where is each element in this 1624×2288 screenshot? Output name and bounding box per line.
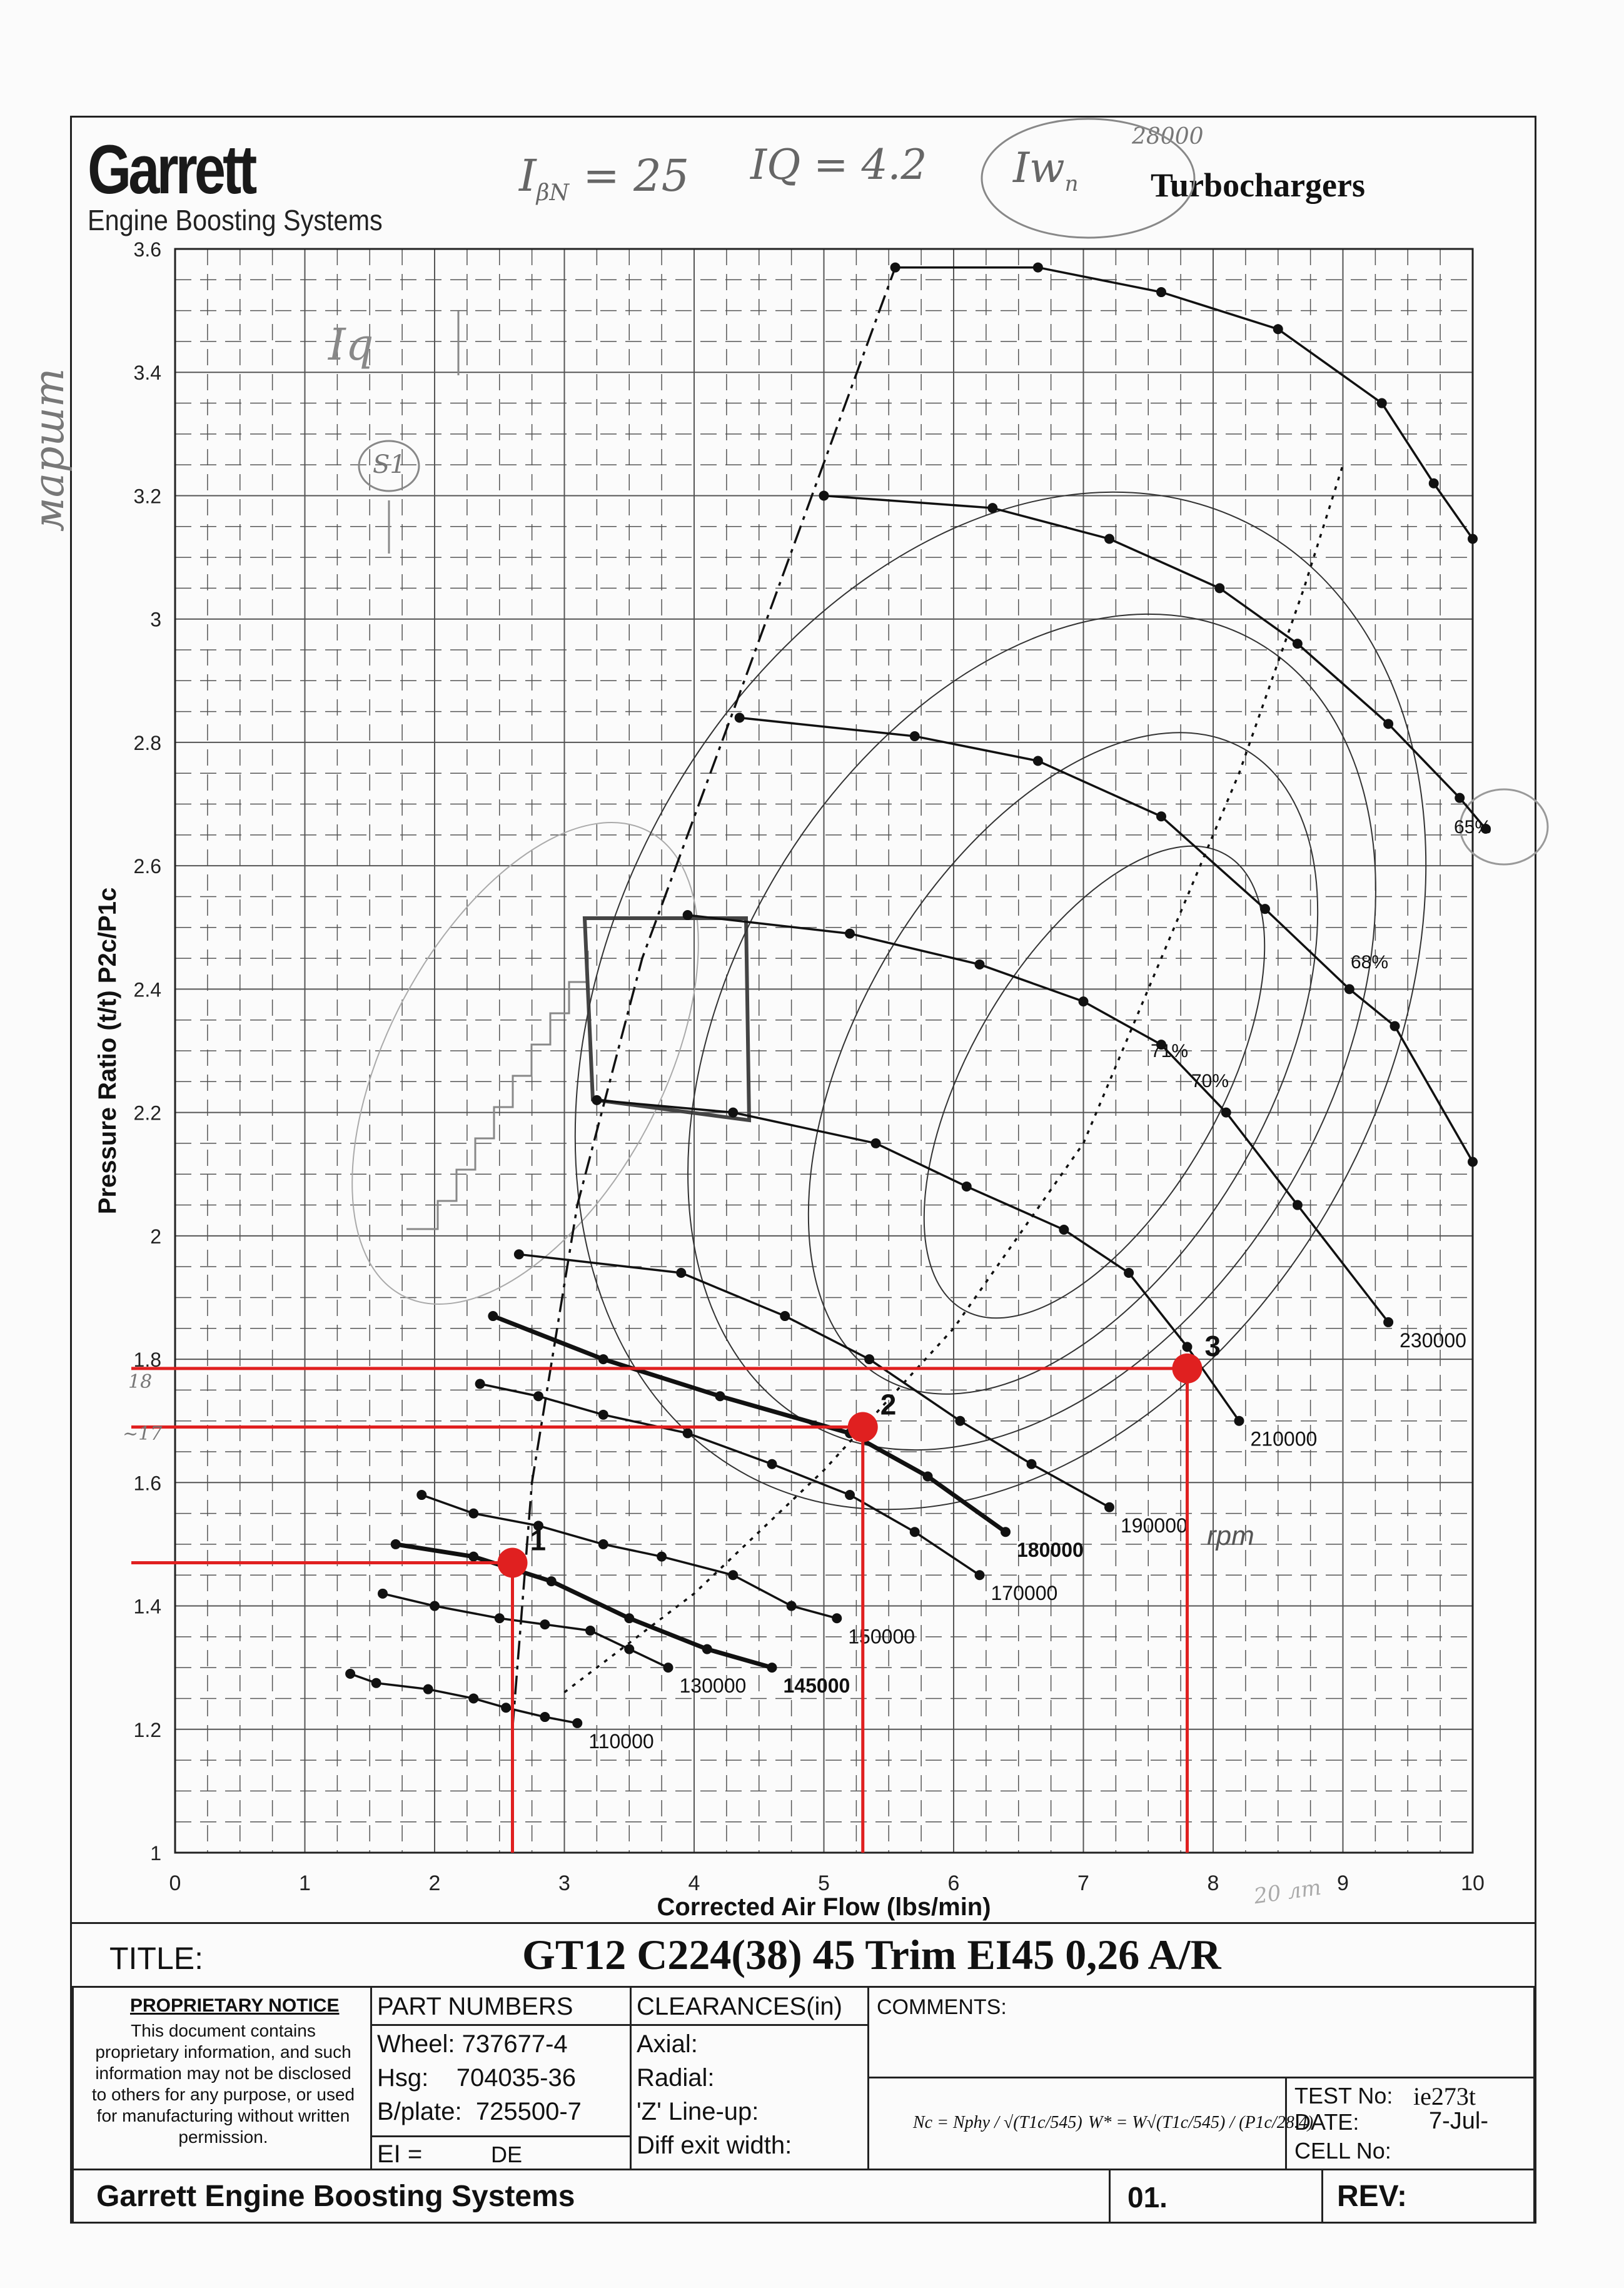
speed-line-point xyxy=(540,1619,550,1629)
speed-line-point xyxy=(430,1601,440,1611)
speed-line-point xyxy=(1468,534,1478,544)
divider xyxy=(1321,2170,1323,2222)
handwritten-17: ~17 xyxy=(123,1423,163,1445)
x-tick-label: 9 xyxy=(1337,1871,1349,1895)
efficiency-label: 71% xyxy=(1151,1041,1189,1061)
title-row xyxy=(72,1922,1535,1988)
speed-line-point xyxy=(819,490,829,500)
x-tick-label: 5 xyxy=(818,1871,830,1895)
y-tick-label: 3.4 xyxy=(133,362,161,385)
efficiency-label: 70% xyxy=(1191,1071,1229,1091)
speed-line xyxy=(480,1384,980,1576)
operating-point-marker xyxy=(848,1412,878,1442)
speed-line xyxy=(740,717,1473,1162)
x-tick-label: 3 xyxy=(558,1871,570,1895)
speed-line-point xyxy=(598,1539,608,1549)
zline-label: 'Z' Line-up: xyxy=(637,2098,759,2125)
speed-line-label: 145000 xyxy=(783,1674,850,1698)
divider xyxy=(869,2077,1533,2078)
speed-line-point xyxy=(468,1509,478,1519)
backplate-part-number: B/plate: 725500-7 xyxy=(377,2098,582,2125)
speed-line-point xyxy=(1273,324,1283,334)
notice-line: to others for any purpose, or used xyxy=(91,2085,355,2104)
speed-line-point xyxy=(371,1678,381,1688)
speed-line xyxy=(824,495,1486,829)
speed-line xyxy=(519,1254,1109,1507)
handwritten-note-s1: S1 xyxy=(373,450,406,479)
cell-no-label: CELL No: xyxy=(1294,2138,1391,2164)
rev-label: REV: xyxy=(1337,2180,1408,2213)
date-value: 7-Jul- xyxy=(1429,2108,1489,2134)
divider xyxy=(1109,2170,1111,2222)
speed-line-point xyxy=(585,1626,595,1636)
speed-line-point xyxy=(475,1379,485,1389)
y-tick-label: 1.4 xyxy=(133,1595,161,1618)
x-tick-label: 7 xyxy=(1077,1871,1089,1895)
speed-line-point xyxy=(1455,793,1465,803)
speed-line-point xyxy=(514,1249,524,1259)
efficiency-islands xyxy=(406,344,1595,1658)
speed-line-point xyxy=(767,1663,777,1673)
note-iq-value: = 4.2 xyxy=(814,141,927,189)
test-no-value: ie273t xyxy=(1413,2082,1476,2110)
speed-line-point xyxy=(890,263,900,273)
brand-turbochargers: Turbochargers xyxy=(1151,166,1366,204)
speed-line-point xyxy=(975,1570,985,1580)
operating-point-marker xyxy=(498,1548,528,1578)
radial-label: Radial: xyxy=(637,2064,715,2092)
speed-line-point xyxy=(702,1644,712,1654)
speed-line-point xyxy=(468,1552,478,1562)
speed-line-point xyxy=(715,1391,725,1401)
speed-line-point xyxy=(1033,756,1043,766)
x-tick-label: 6 xyxy=(947,1871,960,1895)
formula-nc: Nc = Nphy / √(T1c/545) xyxy=(913,2113,1082,2132)
date-label: DATE: xyxy=(1294,2109,1359,2135)
note-iq-symbol: IQ xyxy=(750,141,801,189)
y-tick-label: 2.8 xyxy=(133,731,161,754)
speed-line-point xyxy=(1059,1225,1069,1235)
grid xyxy=(175,249,1473,1853)
pencil-staircase xyxy=(406,951,588,1229)
speed-line-point xyxy=(728,1108,738,1118)
speed-line-point xyxy=(598,1410,608,1420)
speed-line-point xyxy=(987,503,997,513)
diff-exit-label: Diff exit width: xyxy=(637,2132,792,2159)
notice-heading: PROPRIETARY NOTICE xyxy=(130,1995,340,2016)
y-tick-label: 2 xyxy=(150,1225,161,1248)
speed-line-point xyxy=(955,1416,965,1426)
speed-line-point xyxy=(1344,984,1354,994)
speed-line-point xyxy=(676,1268,686,1278)
speed-line-point xyxy=(1001,1527,1011,1537)
speed-line-point xyxy=(1390,1021,1400,1031)
clearances-heading: CLEARANCES(in) xyxy=(637,1993,842,2020)
speed-line-point xyxy=(495,1613,505,1623)
speed-line xyxy=(688,915,1389,1322)
notice-line: This document contains xyxy=(131,2021,316,2040)
notice-line: for manufacturing without written xyxy=(96,2106,350,2125)
housing-part-number: Hsg: 704035-36 xyxy=(377,2064,576,2092)
y-tick-label: 2.2 xyxy=(133,1101,161,1125)
notice-line: information may not be disclosed xyxy=(95,2063,351,2083)
speed-line-point xyxy=(624,1644,634,1654)
comments-label: COMMENTS: xyxy=(877,1995,1007,2019)
speed-line-point xyxy=(1234,1416,1244,1426)
speed-line-point xyxy=(624,1613,634,1623)
speed-line-point xyxy=(735,712,745,722)
ei-value: DE xyxy=(491,2142,523,2167)
speed-line-point xyxy=(683,1428,693,1438)
y-tick-label: 1 xyxy=(150,1842,161,1865)
speed-line-point xyxy=(1104,1502,1114,1512)
speed-line-label: 230000 xyxy=(1400,1329,1466,1352)
speed-line-point xyxy=(1214,583,1224,593)
speed-line-point xyxy=(540,1712,550,1722)
y-tick-label: 3 xyxy=(150,608,161,631)
speed-line-point xyxy=(1293,639,1303,649)
speed-line-label: 110000 xyxy=(588,1729,654,1753)
speed-line-point xyxy=(864,1354,874,1364)
speed-line-point xyxy=(378,1589,388,1599)
speed-line xyxy=(383,1594,668,1668)
x-axis-title: Corrected Air Flow (lbs/min) xyxy=(657,1893,991,1921)
speed-line-point xyxy=(910,1527,920,1537)
y-tick-label: 3.6 xyxy=(133,238,161,261)
speed-lines xyxy=(345,263,1491,1729)
x-tick-label: 1 xyxy=(299,1871,311,1895)
speed-line-point xyxy=(962,1182,972,1192)
operating-point-marker xyxy=(1173,1354,1203,1384)
footer-company: Garrett Engine Boosting Systems xyxy=(96,2180,575,2213)
speed-line-point xyxy=(592,1095,602,1105)
speed-line-point xyxy=(1293,1200,1303,1210)
y-tick-label: 1.2 xyxy=(133,1718,161,1741)
wheel-part-number: Wheel: 737677-4 xyxy=(377,2030,568,2058)
part-numbers-box xyxy=(372,1988,632,2170)
divider xyxy=(372,2024,630,2026)
garrett-logo: Garrett xyxy=(88,131,255,208)
speed-line-point xyxy=(572,1718,582,1728)
operating-point-label: 2 xyxy=(880,1388,897,1421)
divider xyxy=(372,2135,630,2137)
note-iw-symbol: Iw xyxy=(1013,144,1065,192)
speed-line-point xyxy=(845,1490,855,1500)
speed-line-label: 210000 xyxy=(1250,1427,1318,1450)
speed-line-point xyxy=(1383,719,1393,729)
speed-line-point xyxy=(1104,534,1114,544)
ei-label: EI = xyxy=(377,2140,423,2168)
y-tick-label: 2.4 xyxy=(133,978,161,1001)
speed-line-point xyxy=(780,1311,790,1321)
note-iw-sub: n xyxy=(1064,171,1079,197)
speed-line-point xyxy=(657,1552,667,1562)
handwritten-vertical-word: маршт xyxy=(25,368,73,532)
speed-line-point xyxy=(728,1570,738,1580)
handwritten-axis-note: 20 лт xyxy=(1252,1875,1323,1910)
axial-label: Axial: xyxy=(637,2030,698,2058)
formula-w: W* = W√(T1c/545) / (P1c/28.4) xyxy=(1088,2113,1314,2132)
speed-line-point xyxy=(663,1663,673,1673)
speed-line-point xyxy=(423,1684,433,1694)
speed-line-point xyxy=(923,1471,933,1481)
pencil-circle-iw xyxy=(982,119,1194,238)
speed-line-point xyxy=(468,1693,478,1703)
notice-box xyxy=(72,1988,372,2170)
speed-line-point xyxy=(1156,811,1166,821)
speed-line-point xyxy=(501,1703,511,1713)
speed-line-point xyxy=(547,1576,557,1586)
speed-line-point xyxy=(1260,904,1270,914)
speed-line-label: 170000 xyxy=(991,1582,1058,1605)
speed-line-point xyxy=(1027,1459,1037,1469)
speed-line-point xyxy=(1383,1317,1393,1327)
operating-point-label: 1 xyxy=(530,1524,547,1557)
note-ibn-sub: βN xyxy=(536,180,569,206)
note-ibn-symbol: I xyxy=(519,150,537,201)
notice-text xyxy=(76,2020,370,2148)
speed-line-label: 190000 xyxy=(1121,1514,1188,1537)
clearances-box xyxy=(632,1988,869,2170)
efficiency-label: 68% xyxy=(1351,952,1389,973)
pencil-rectangle xyxy=(585,918,749,1120)
speed-line-point xyxy=(488,1311,498,1321)
speed-line xyxy=(493,1316,1006,1532)
speed-line-label: 180000 xyxy=(1017,1539,1084,1562)
sheet-number: 01. xyxy=(1127,2181,1168,2214)
efficiency-island-68 xyxy=(547,492,1516,1572)
chart-title: GT12 C224(38) 45 Trim EI45 0,26 A/R xyxy=(522,1931,1221,1978)
title-label: TITLE: xyxy=(109,1941,204,1976)
speed-line-point xyxy=(1377,398,1387,408)
efficiency-island-65 xyxy=(406,344,1595,1658)
speed-line-point xyxy=(910,731,920,741)
notice-line: permission. xyxy=(178,2127,268,2147)
logo-subtitle: Engine Boosting Systems xyxy=(88,204,383,236)
speed-line-point xyxy=(598,1354,608,1364)
speed-line-label: 130000 xyxy=(679,1674,747,1698)
speed-line-point xyxy=(1183,1342,1193,1352)
speed-line-point xyxy=(391,1539,401,1549)
handwritten-note-iq-left: Iq xyxy=(328,319,374,370)
speed-line-point xyxy=(1079,996,1089,1006)
rpm-note: rpm xyxy=(1207,1521,1254,1551)
speed-line-point xyxy=(787,1601,797,1611)
speed-line-point xyxy=(533,1391,543,1401)
speed-line-point xyxy=(871,1138,881,1148)
efficiency-label: 65% xyxy=(1454,817,1492,838)
x-tick-label: 8 xyxy=(1207,1871,1219,1895)
speed-line-point xyxy=(1124,1268,1134,1278)
speed-line xyxy=(597,1100,1239,1421)
y-tick-label: 2.6 xyxy=(133,855,161,878)
x-tick-label: 4 xyxy=(688,1871,700,1895)
y-axis-title: Pressure Ratio (t/t) P2c/P1c xyxy=(94,887,121,1215)
part-numbers-heading: PART NUMBERS xyxy=(377,1993,573,2020)
comments-box xyxy=(869,1988,1535,2170)
chart-labels xyxy=(94,238,1491,1921)
y-tick-label: 3.2 xyxy=(133,485,161,508)
footer-row xyxy=(72,2170,1535,2224)
speed-line-point xyxy=(975,959,985,969)
speed-line-point xyxy=(1033,263,1043,273)
speed-line-point xyxy=(683,910,693,920)
speed-line-point xyxy=(345,1669,355,1679)
speed-line-point xyxy=(767,1459,777,1469)
speed-line-point xyxy=(1156,287,1166,297)
x-tick-label: 0 xyxy=(169,1871,181,1895)
notice-line: proprietary information, and such xyxy=(95,2042,351,2062)
handwritten-18: 18 xyxy=(128,1371,153,1393)
divider xyxy=(1285,2077,1287,2170)
divider xyxy=(632,2024,867,2026)
pencil-ellipse-left xyxy=(281,767,770,1360)
note-ibn-value: = 25 xyxy=(583,150,690,201)
x-tick-label: 2 xyxy=(428,1871,441,1895)
speed-line-point xyxy=(416,1490,426,1500)
handwritten-note-iw-sup: 28000 xyxy=(1132,124,1204,149)
test-no-label: TEST No: xyxy=(1294,2083,1393,2108)
speed-line-point xyxy=(832,1613,842,1623)
operating-point-label: 3 xyxy=(1204,1329,1221,1362)
y-tick-label: 1.8 xyxy=(133,1349,161,1372)
x-tick-label: 10 xyxy=(1461,1871,1485,1895)
speed-line-label: 150000 xyxy=(848,1625,915,1648)
y-tick-label: 1.6 xyxy=(133,1472,161,1495)
speed-line-point xyxy=(1221,1108,1231,1118)
speed-line-point xyxy=(1468,1157,1478,1167)
speed-line-point xyxy=(1429,478,1439,488)
speed-line-point xyxy=(845,929,855,939)
